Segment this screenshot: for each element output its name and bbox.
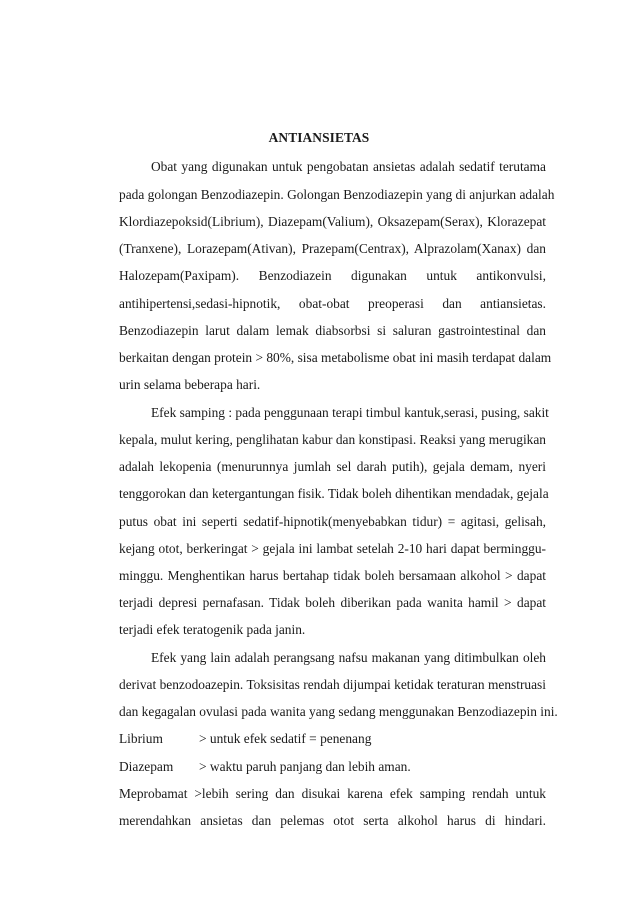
drug-description: > untuk efek sedatif = penenang [199,731,372,746]
drug-term: Diazepam [119,759,174,774]
paragraph-line: Benzodiazepin larut dalam lemak diabsorbsi si saluran gastrointestinal dan [119,323,546,338]
paragraph-line: (Tranxene), Lorazepam(Ativan), Prazepam(Centrax), Alprazolam(Xanax) dan [119,241,546,256]
document-title: ANTIANSIETAS [268,130,370,145]
paragraph-line: kepala, mulut kering, penglihatan kabur dan konstipasi. Reaksi yang merugikan [119,432,546,447]
paragraph-line: Obat yang digunakan untuk pengobatan ansietas adalah sedatif terutama [151,159,546,174]
paragraph-line: terjadi efek teratogenik pada janin. [119,622,306,637]
paragraph-line: merendahkan ansietas dan pelemas otot serta alkohol harus di hindari. [119,813,546,828]
paragraph-line: Meprobamat >lebih sering dan disukai karena efek samping rendah untuk [119,786,546,801]
paragraph-line: Efek samping : pada penggunaan terapi timbul kantuk,serasi, pusing, sakit [151,405,549,420]
paragraph-line: derivat benzodoazepin. Toksisitas rendah dijumpai ketidak teraturan menstruasi [119,677,546,692]
drug-row-diazepam [119,759,546,775]
paragraph-line: Klordiazepoksid(Librium), Diazepam(Valium), Oksazepam(Serax), Klorazepat [119,214,546,229]
drug-term: Librium [119,731,163,746]
paragraph-line: tenggorokan dan ketergantungan fisik. Tidak boleh dihentikan mendadak, gejala [119,486,549,501]
paragraph-line: putus obat ini seperti sedatif-hipnotik(menyebabkan tidur) = agitasi, gelisah, [119,514,546,529]
paragraph-line: minggu. Menghentikan harus bertahap tidak boleh bersamaan alkohol > dapat [119,568,546,583]
paragraph-line: pada golongan Benzodiazepin. Golongan Benzodiazepin yang di anjurkan adalah [119,187,555,202]
paragraph-line: berkaitan dengan protein > 80%, sisa metabolisme obat ini masih terdapat dalam [119,350,552,365]
drug-description: > waktu paruh panjang dan lebih aman. [199,759,411,774]
paragraph-line: antihipertensi,sedasi-hipnotik, obat-obat preoperasi dan antiansietas. [119,296,546,311]
paragraph-line: urin selama beberapa hari. [119,377,261,392]
paragraph-line: Efek yang lain adalah perangsang nafsu makanan yang ditimbulkan oleh [151,650,546,665]
paragraph-line: Halozepam(Paxipam). Benzodiazein digunakan untuk antikonvulsi, [119,268,546,283]
paragraph-line: dan kegagalan ovulasi pada wanita yang sedang menggunakan Benzodiazepin ini. [119,704,558,719]
paragraph-line: adalah lekopenia (menurunnya jumlah sel darah putih), gejala demam, nyeri [119,459,546,474]
drug-row-librium [119,731,546,747]
paragraph-line: kejang otot, berkeringat > gejala ini lambat setelah 2-10 hari dapat berminggu- [119,541,546,556]
paragraph-line: terjadi depresi pernafasan. Tidak boleh diberikan pada wanita hamil > dapat [119,595,546,610]
